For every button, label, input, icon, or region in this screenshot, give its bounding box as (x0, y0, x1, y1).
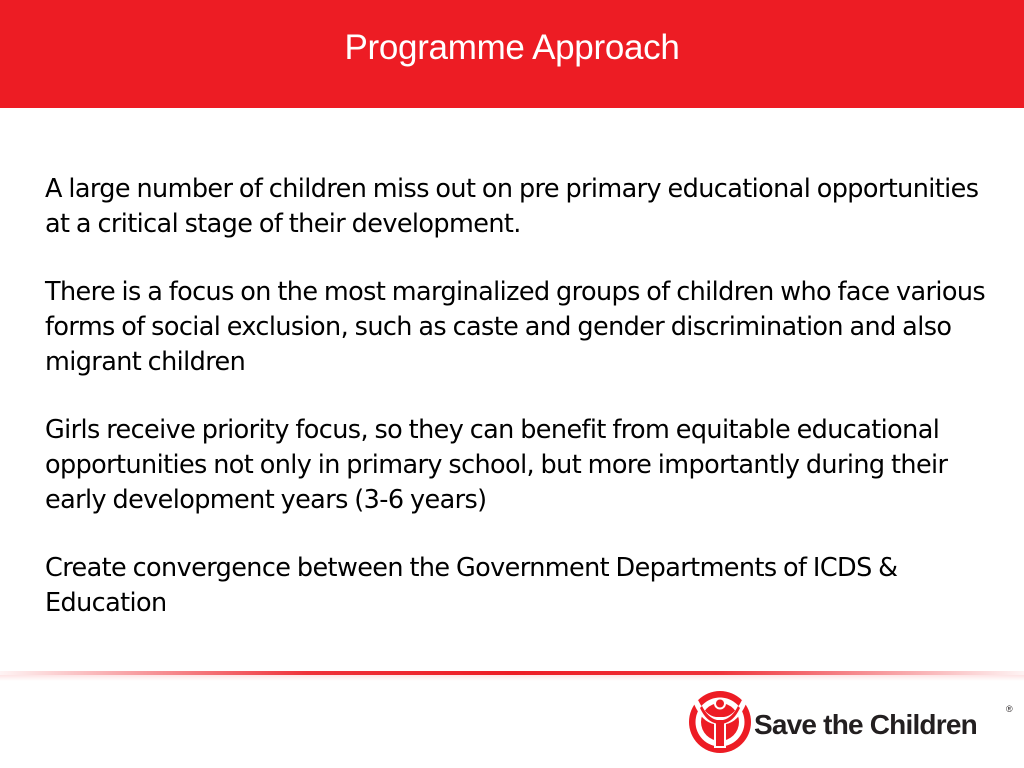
paragraph-1: A large number of children miss out on pre primary educational opportunities at a critical stage of their development. (45, 174, 979, 239)
save-the-children-emblem-icon (688, 690, 752, 754)
slide-title: Programme Approach (344, 28, 680, 67)
logo-wordmark: Save the Children (754, 709, 977, 740)
paragraph-2: There is a focus on the most marginalized groups of children who face various forms of social exclusion, such as caste and gender discrimination and also migrant children (45, 277, 986, 377)
paragraph-3: Girls receive priority focus, so they can benefit from equitable educational opportunities not only in primary school, but more importantly during their early development years (3-6 years) (45, 415, 948, 515)
save-the-children-logo (688, 690, 1018, 756)
slide-body (45, 172, 995, 621)
registered-mark: ® (1006, 704, 1013, 714)
title-banner (0, 0, 1024, 108)
footer-divider-shadow (0, 675, 1024, 681)
paragraph-4: Create convergence between the Government Departments of ICDS & Education (45, 553, 898, 618)
